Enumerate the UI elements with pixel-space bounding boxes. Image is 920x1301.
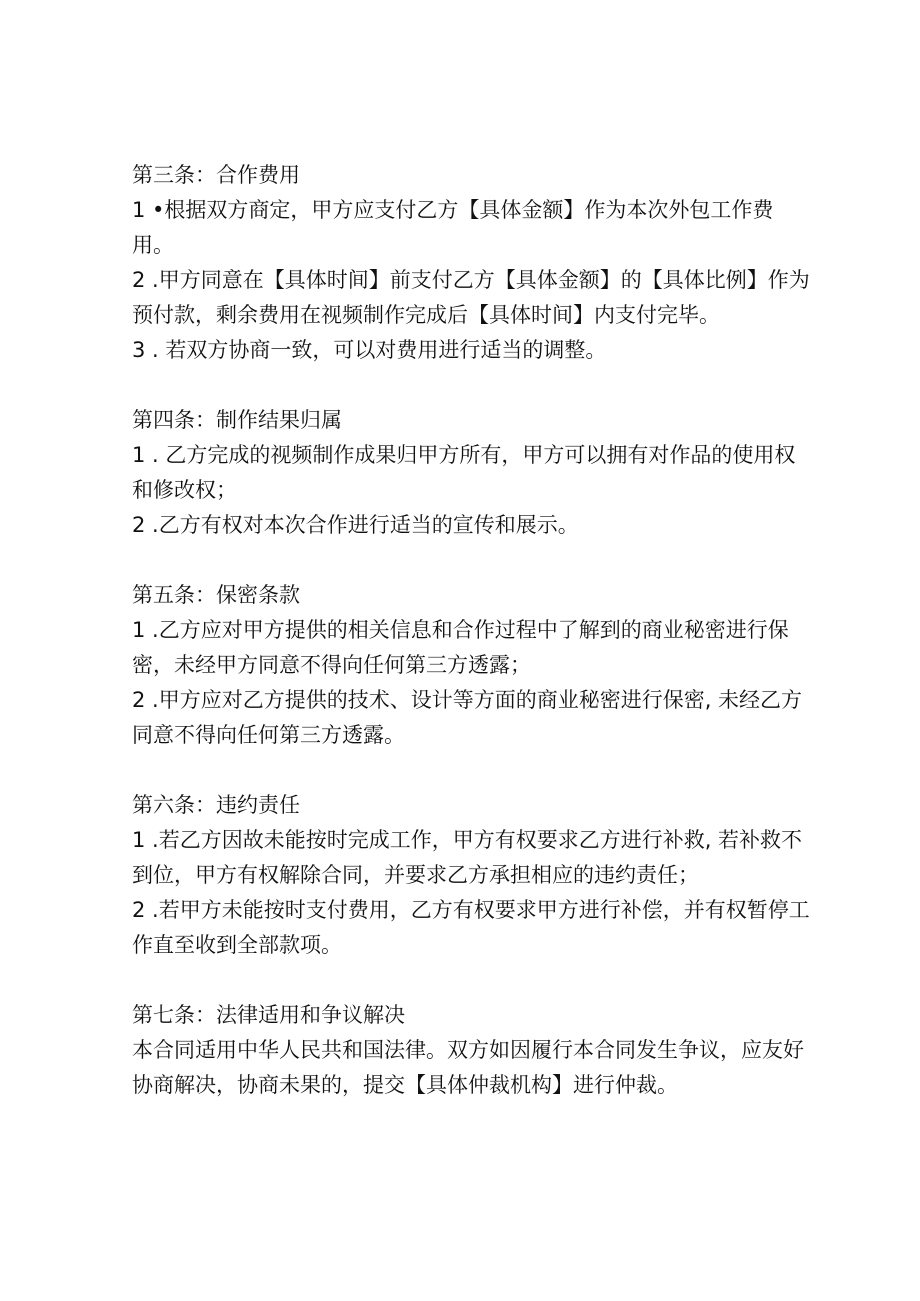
section-heading: 第六条：违约责任 — [132, 793, 300, 817]
section-heading: 第五条：保密条款 — [132, 583, 300, 607]
clause-paragraph: 1 .乙方应对甲方提供的相关信息和合作过程中了解到的商业秘密进行保密，未经甲方同意不得向任何第三方透露； — [132, 618, 789, 677]
clause-paragraph: 1 .若乙方因故未能按时完成工作，甲方有权要求乙方进行补救, 若补救不到位，甲方有权解除合同，并要求乙方承担相应的违约责任； — [132, 828, 803, 887]
clause-paragraph: 3 . 若双方协商一致，可以对费用进行适当的调整。 — [132, 338, 607, 362]
section-heading: 第四条：制作结果归属 — [132, 408, 342, 432]
clause-paragraph: 2 .甲方同意在【具体时间】前支付乙方【具体金额】的【具体比例】作为预付款，剩余费用在视频制作完成后【具体时间】内支付完毕。 — [132, 268, 810, 327]
clause-paragraph: 2 .若甲方未能按时支付费用，乙方有权要求甲方进行补偿，并有权暂停工作直至收到全部款项。 — [132, 898, 810, 957]
clause-paragraph: 1 . 乙方完成的视频制作成果归甲方所有，甲方可以拥有对作品的使用权和修改权； — [132, 443, 796, 502]
clause-paragraph: 2 .甲方应对乙方提供的技术、设计等方面的商业秘密进行保密, 未经乙方同意不得向任何第三方透露。 — [132, 688, 803, 747]
clause-paragraph: 1 •根据双方商定，甲方应支付乙方【具体金额】作为本次外包工作费用。 — [132, 198, 774, 257]
section-article-7 — [132, 998, 812, 1103]
section-heading: 第七条：法律适用和争议解决 — [132, 1003, 405, 1027]
section-article-3 — [132, 158, 812, 368]
section-article-5 — [132, 578, 812, 753]
contract-body — [132, 158, 812, 1103]
clause-paragraph: 2 .乙方有权对本次合作进行适当的宣传和展示。 — [132, 513, 579, 537]
section-article-4 — [132, 403, 812, 543]
clause-paragraph: 本合同适用中华人民共和国法律。双方如因履行本合同发生争议，应友好协商解决，协商未果的，提交【具体仲裁机构】进行仲裁。 — [132, 1038, 804, 1097]
section-article-6 — [132, 788, 812, 963]
section-heading: 第三条：合作费用 — [132, 163, 300, 187]
